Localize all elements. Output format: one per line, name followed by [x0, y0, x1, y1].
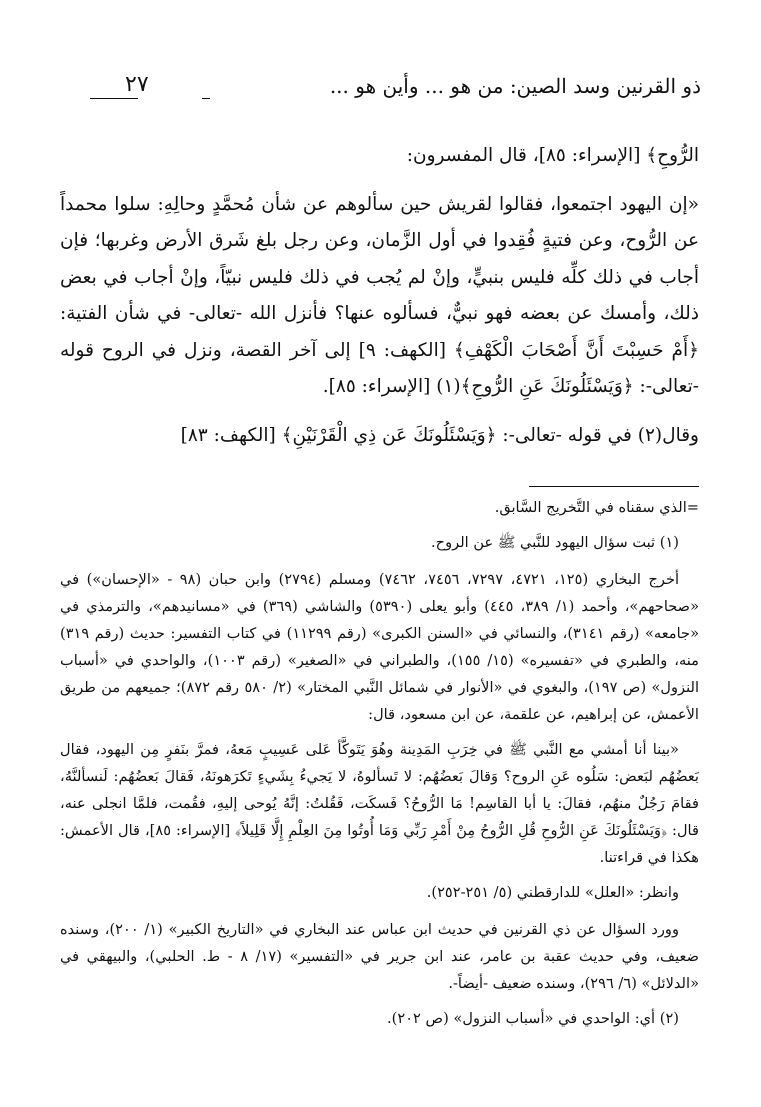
running-title: ذو القرنين وسد الصين: من هو ... وأين هو ... [329, 74, 701, 98]
footnote-continuation: =الذي سقناه في التَّخريج السَّابق. [494, 499, 699, 516]
footnote-2: (٢) أي: الواحدي في «أسباب النزول» (ص ٢٠٢). [387, 1010, 679, 1027]
footnote-separator [529, 486, 699, 487]
main-paragraph: وقال(٢) في قوله -تعالى-: ﴿وَيَسْئَلُونَكَ عَن ذِي الْقَرْنَيْنِ﴾ [الكهف: ٨٣] [180, 424, 699, 446]
page-number: ٢٧ [125, 72, 149, 97]
footnote-paragraph: أخرج البخاري (١٢٥، ٤٧٢١، ٧٢٩٧، ٧٤٥٦، ٧٤٦٢) ومسلم (٢٧٩٤) وابن حبان (٩٨ - «الإحسان») في «صحاحهم»، وأحمد (١/ ٣٨٩، ٤٤٥) وأبو يعلى (٥٣٩٠) والشاشي (٣٦٩) في «مسانيدهم»، والترمذي في «جامعه» (رقم ٣١٤١)، والنسائي في «السنن الكبرى» (رقم ١١٢٩٩) في كتاب التفسير: حديث (رقم ٣١٩) منه، والطبري في «تفسيره» (١٥/ ١٥٥)، والطبراني في «الصغير» (رقم ١٠٠٣)، والواحدي في «أسباب النزول» (ص ١٩٧)، والبغوي في «الأنوار في شمائل النَّبي المختار» (٢/ ٥٨٠ رقم ٨٧٢)؛ جميعهم من طريق الأعمش، عن إبراهيم، عن علقمة، عن ابن مسعود، قال: [60, 571, 700, 723]
footnote-hadith: «بينا أنا أمشي مع النَّبي ﷺ في خِرَبِ المَدِينة وهُوَ يَتَوكَّأ عَلى عَسِيبٍ مَعهُ، فمرَّ بنَفرٍ مِن اليهود، فقال بَعضُهُم لبَعض: سَلُوه عَنِ الروح؟ وَقالَ بَعضُهُم: لا تَسألوهُ، لا يَجيءُ بِشَيءٍ تَكرَهونَهُ، فَقالَ بَعضُهُم: لَنسألنَّهُ، فقامَ رَجُلٌ منهُم، فقالَ: يا أبا القاسِم! مَا الرُّوحُ؟ فَسكَت، فَقُلتُ: إنَّهُ يُوحى إليهِ، فقُمت، فلمَّا انجلى عنه، قال: ﴿وَيَسْئَلُونَكَ عَنِ الرُّوحِ قُلِ الرُّوحُ مِنْ أَمْرِ رَبِّي وَمَا أُوتُوا مِنَ العِلْمِ إِلَّا قَلِيلاً﴾ [الإسراء: ٨٥]، قال الأعمش: هكذا في قراءتنا. [60, 741, 699, 866]
footnote-paragraph: وانظر: «العلل» للدارقطني (٥/ ٢٥١-٢٥٢). [426, 884, 679, 901]
footnote-1: (١) ثبت سؤال اليهود للنَّبي ﷺ عن الروح. [431, 534, 679, 551]
running-header [90, 64, 701, 104]
footnotes [60, 494, 699, 1032]
header-rule-short [202, 98, 210, 99]
main-text [60, 138, 699, 454]
header-rule [90, 98, 138, 99]
footnote-paragraph: وورد السؤال عن ذي القرنين في حديث ابن عباس عند البخاري في «التاريخ الكبير» (١/ ٢٠٠)، وسنده ضعيف، وفي حديث عقبة بن عامر، عند ابن جرير في «التفسير» (١٧/ ٨ - ط. الحلبي)، والبيهقي في «الدلائل» (٦/ ٢٩٦)، وسنده ضعيف -أيضاً-. [60, 921, 699, 992]
main-paragraph: «إن اليهود اجتمعوا، فقالوا لقريش حين سألوهم عن شأن مُحمَّدٍ وحالِهِ: سلوا محمداً عن الرُّوح، وعن فتيةٍ فُقِدوا في أول الزَّمان، وعن رجل بلغ شَرق الأرض وغربها؛ فإن أجاب في ذلك كلِّه فليس بنبيٍّ، وإنْ لم يُجب في ذلك فليس نبيّاً، وإنْ أجاب في بعض ذلك، وأمسك عن بعضه فهو نبيٌّ، فسألوه عنها؟ فأنزل الله -تعالى- في شأن الفتية: ﴿أَمْ حَسِبْتَ أَنَّ أَصْحَابَ الْكَهْفِ﴾ [الكهف: ٩] إلى آخر القصة، ونزل في الروح قوله -تعالى-: ﴿وَيَسْئَلُونَكَ عَنِ الرُّوحِ﴾(١) [الإسراء: ٨٥]. [60, 193, 699, 397]
main-paragraph: الرُّوحِ﴾ [الإسراء: ٨٥]، قال المفسرون: [406, 145, 699, 166]
